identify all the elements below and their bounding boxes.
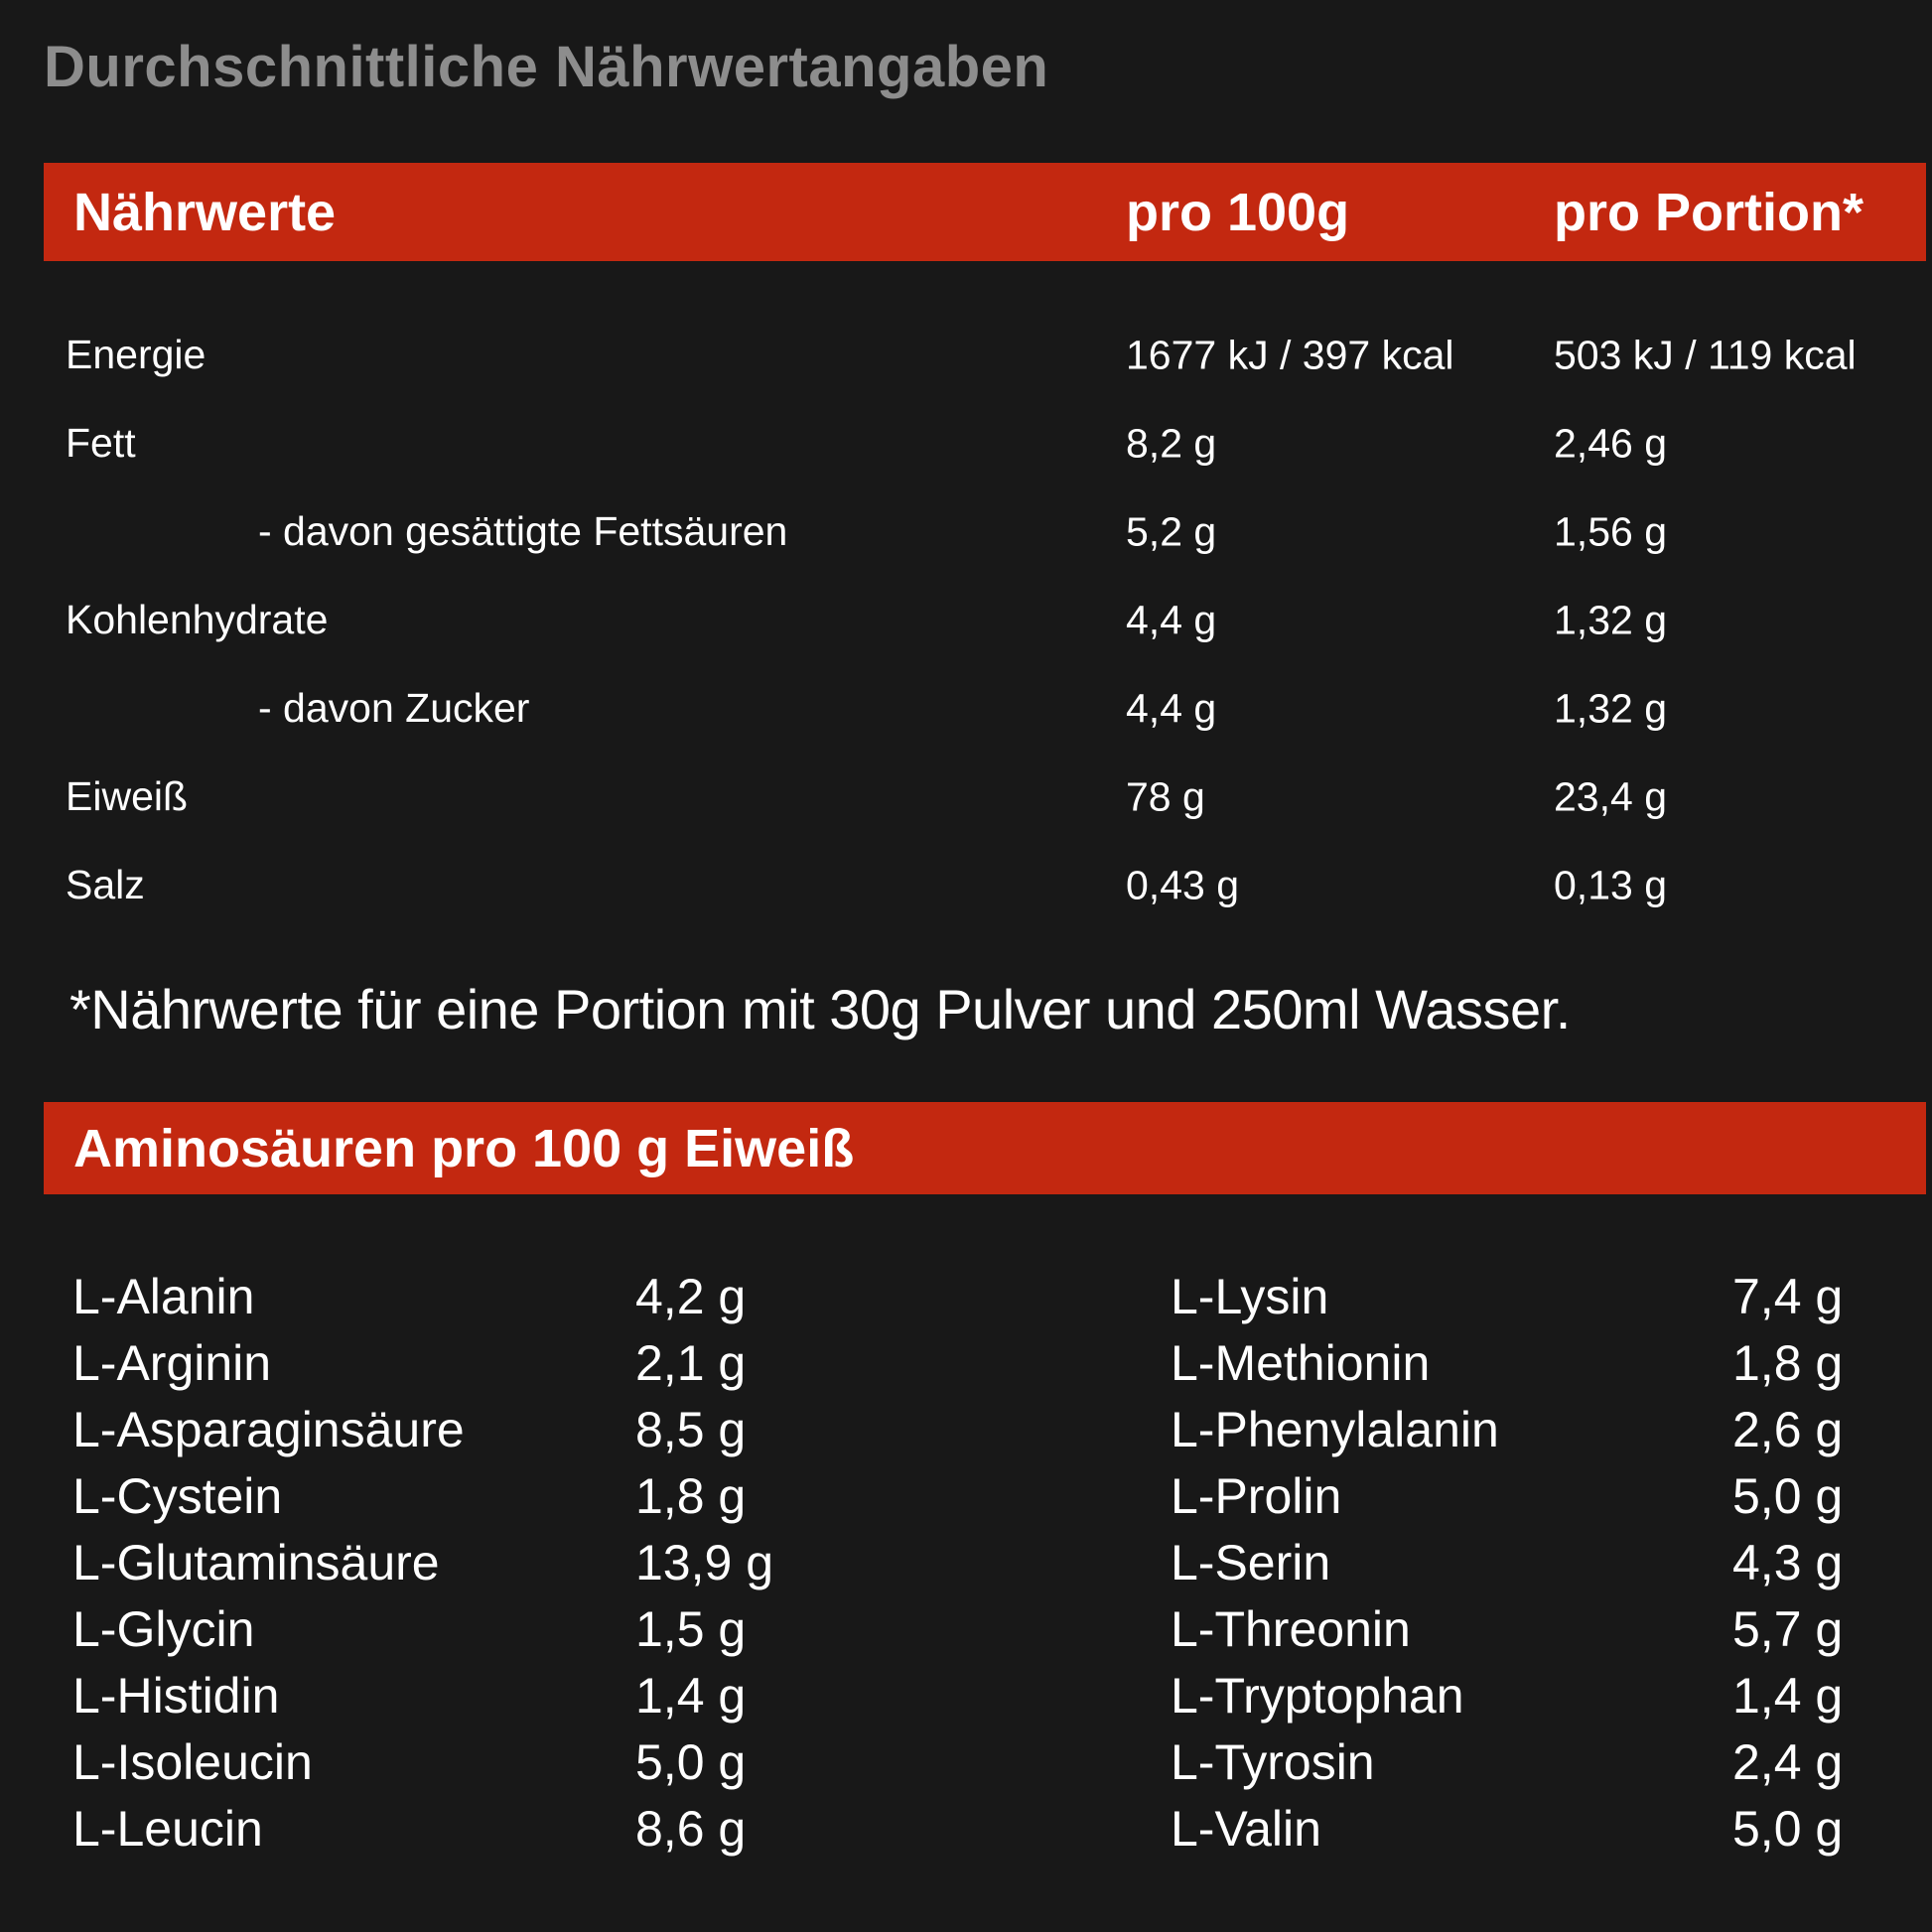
header-col-nutrients: Nährwerte xyxy=(73,182,337,242)
amino-value: 1,8 g xyxy=(1732,1334,1844,1391)
amino-name: L-Threonin xyxy=(1171,1600,1411,1657)
amino-row xyxy=(0,1795,1932,1862)
row-label: Salz xyxy=(66,862,145,907)
amino-value: 1,5 g xyxy=(635,1600,747,1657)
amino-value: 8,6 g xyxy=(635,1800,747,1857)
amino-name: L-Phenylalanin xyxy=(1171,1401,1499,1457)
amino-name: L-Alanin xyxy=(72,1268,255,1324)
table-row-kohlenhydrate xyxy=(44,576,1926,664)
row-value-per-100g: 4,4 g xyxy=(1126,685,1217,731)
amino-value: 1,8 g xyxy=(635,1467,747,1524)
nutrition-table-header xyxy=(44,163,1926,261)
row-label: Fett xyxy=(66,420,136,466)
amino-row xyxy=(0,1662,1932,1728)
amino-row xyxy=(0,1329,1932,1396)
row-label: - davon gesättigte Fettsäuren xyxy=(258,508,788,554)
row-value-per-portion: 1,32 g xyxy=(1554,685,1667,731)
amino-name: L-Isoleucin xyxy=(72,1733,313,1790)
amino-row xyxy=(0,1529,1932,1595)
amino-name: L-Glutaminsäure xyxy=(72,1534,440,1590)
row-label: Energie xyxy=(66,332,207,377)
row-value-per-portion: 1,32 g xyxy=(1554,597,1667,642)
header-col-per-100g: pro 100g xyxy=(1126,182,1350,242)
amino-name: L-Cystein xyxy=(72,1467,283,1524)
amino-value: 5,0 g xyxy=(1732,1467,1844,1524)
amino-row xyxy=(0,1263,1932,1329)
amino-name: L-Glycin xyxy=(72,1600,255,1657)
row-value-per-portion: 1,56 g xyxy=(1554,508,1667,554)
row-value-per-portion: 503 kJ / 119 kcal xyxy=(1554,332,1857,377)
amino-name: L-Tyrosin xyxy=(1171,1733,1375,1790)
row-value-per-100g: 1677 kJ / 397 kcal xyxy=(1126,332,1454,377)
amino-value: 2,1 g xyxy=(635,1334,747,1391)
row-value-per-portion: 23,4 g xyxy=(1554,773,1667,819)
amino-value: 5,7 g xyxy=(1732,1600,1844,1657)
amino-row xyxy=(0,1728,1932,1795)
amino-value: 5,0 g xyxy=(1732,1800,1844,1857)
nutrition-table xyxy=(44,311,1926,929)
amino-name: L-Asparaginsäure xyxy=(72,1401,465,1457)
amino-section-header xyxy=(44,1102,1926,1194)
amino-name: L-Tryptophan xyxy=(1171,1667,1464,1724)
row-value-per-portion: 0,13 g xyxy=(1554,862,1667,907)
amino-name: L-Leucin xyxy=(72,1800,263,1857)
row-value-per-100g: 4,4 g xyxy=(1126,597,1217,642)
amino-header-title: Aminosäuren pro 100 g Eiweiß xyxy=(73,1118,855,1178)
amino-value: 13,9 g xyxy=(635,1534,774,1590)
amino-value: 4,2 g xyxy=(635,1268,747,1324)
table-row-gesaettigte-fettsaeuren xyxy=(44,487,1926,576)
amino-value: 5,0 g xyxy=(635,1733,747,1790)
row-value-per-100g: 78 g xyxy=(1126,773,1205,819)
amino-row xyxy=(0,1462,1932,1529)
amino-value: 2,4 g xyxy=(1732,1733,1844,1790)
row-value-per-portion: 2,46 g xyxy=(1554,420,1667,466)
amino-value: 2,6 g xyxy=(1732,1401,1844,1457)
amino-row xyxy=(0,1595,1932,1662)
row-label: - davon Zucker xyxy=(258,685,530,731)
amino-name: L-Histidin xyxy=(72,1667,280,1724)
table-row-eiweiss xyxy=(44,753,1926,841)
amino-name: L-Methionin xyxy=(1171,1334,1431,1391)
page-title: Durchschnittliche Nährwertangaben xyxy=(44,35,1049,99)
table-row-salz xyxy=(44,841,1926,929)
row-value-per-100g: 8,2 g xyxy=(1126,420,1217,466)
amino-acid-table xyxy=(0,1263,1932,1862)
row-label: Kohlenhydrate xyxy=(66,597,329,642)
header-col-per-portion: pro Portion* xyxy=(1554,182,1863,242)
table-row-fett xyxy=(44,399,1926,487)
amino-value: 7,4 g xyxy=(1732,1268,1844,1324)
amino-value: 8,5 g xyxy=(635,1401,747,1457)
amino-value: 4,3 g xyxy=(1732,1534,1844,1590)
portion-footnote: *Nährwerte für eine Portion mit 30g Pulver und 250ml Wasser. xyxy=(69,978,1571,1040)
amino-row xyxy=(0,1396,1932,1462)
table-row-energie xyxy=(44,311,1926,399)
amino-name: L-Lysin xyxy=(1171,1268,1329,1324)
amino-name: L-Serin xyxy=(1171,1534,1331,1590)
table-row-zucker xyxy=(44,664,1926,753)
row-label: Eiweiß xyxy=(66,773,189,819)
amino-name: L-Prolin xyxy=(1171,1467,1342,1524)
amino-value: 1,4 g xyxy=(635,1667,747,1724)
row-value-per-100g: 0,43 g xyxy=(1126,862,1239,907)
amino-value: 1,4 g xyxy=(1732,1667,1844,1724)
amino-name: L-Valin xyxy=(1171,1800,1321,1857)
row-value-per-100g: 5,2 g xyxy=(1126,508,1217,554)
amino-name: L-Arginin xyxy=(72,1334,272,1391)
